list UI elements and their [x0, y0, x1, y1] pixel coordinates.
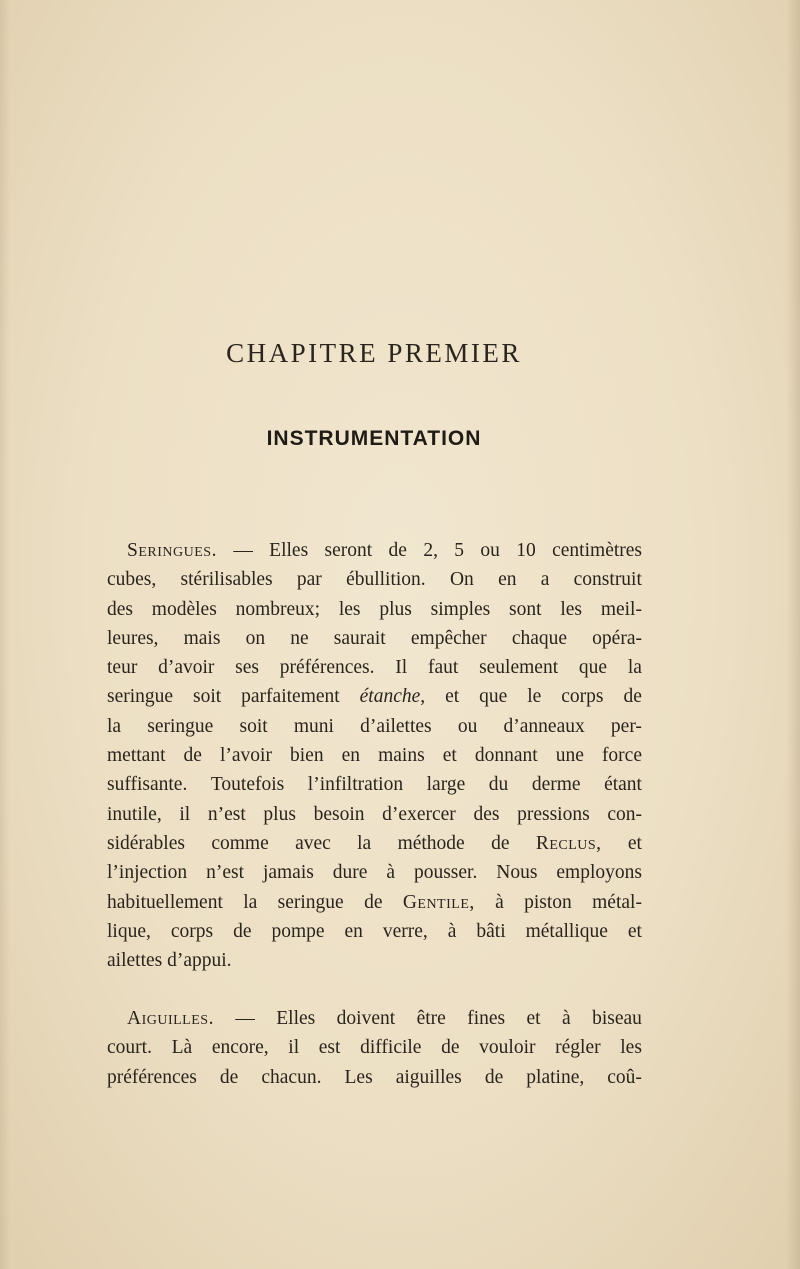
word: teur: [107, 657, 138, 679]
word: la: [357, 832, 372, 854]
word: habituellement: [107, 891, 223, 913]
paragraph-aiguilles: [107, 1004, 642, 1092]
word: ou: [480, 540, 500, 561]
word: aiguilles: [395, 1066, 462, 1088]
word: verre,: [382, 920, 428, 942]
word: faut: [427, 657, 459, 679]
word: saurait: [333, 627, 386, 649]
word: d’avoir: [158, 657, 215, 679]
word: de: [491, 832, 510, 854]
word: étanche,: [359, 686, 426, 708]
paragraph-line: [107, 770, 642, 799]
word: les: [620, 1037, 642, 1059]
word: et: [442, 745, 457, 767]
word: une: [555, 745, 584, 767]
word: simples: [430, 598, 491, 620]
word: centimètres: [552, 540, 642, 561]
paragraph-line: [107, 858, 642, 887]
word: d’appui.: [167, 950, 232, 972]
word: court.: [107, 1037, 152, 1059]
word: meil-: [600, 598, 642, 620]
word: cubes,: [107, 569, 157, 591]
word: ou: [457, 715, 478, 737]
word: bâti: [476, 920, 506, 942]
word: derme: [531, 774, 581, 796]
word: de: [623, 686, 642, 708]
word: coû-: [607, 1066, 642, 1088]
word: chaque: [511, 627, 568, 649]
word: en: [341, 745, 361, 767]
word: 5: [454, 540, 465, 561]
word: mains: [378, 745, 425, 767]
paragraph-line: [107, 1004, 642, 1033]
word: 2,: [423, 540, 438, 561]
word: ne: [290, 627, 309, 649]
word: mais: [183, 627, 221, 649]
word: régler: [555, 1037, 601, 1059]
word: dure: [332, 862, 368, 884]
word: en: [344, 920, 363, 942]
paragraph-line: [107, 595, 642, 624]
word: des: [473, 803, 500, 825]
word: à: [447, 920, 457, 942]
word: les: [338, 598, 361, 620]
word: préférences.: [279, 657, 375, 679]
paragraph-line: [107, 946, 642, 975]
paragraph-line: [107, 829, 642, 858]
paragraph-line: [107, 565, 642, 594]
paragraph-line: [107, 682, 642, 711]
word: seront: [324, 540, 373, 561]
word: l’avoir: [219, 745, 272, 767]
chapter-heading: CHAPITRE PREMIER: [226, 338, 522, 368]
word: Nous: [496, 862, 538, 884]
word: n’est: [207, 803, 246, 825]
paragraph-line: [107, 800, 642, 829]
word: pressions: [517, 803, 590, 825]
word: vouloir: [479, 1037, 536, 1059]
word: d’ailettes: [360, 715, 432, 737]
word: construit: [573, 569, 642, 591]
page-edge-right: [786, 0, 800, 1269]
word: être: [416, 1008, 446, 1029]
word: par: [296, 569, 322, 591]
word: encore,: [211, 1037, 269, 1059]
word: large: [426, 774, 466, 796]
word: pompe: [271, 920, 325, 942]
word: de: [183, 745, 202, 767]
word: et: [526, 1008, 541, 1029]
word: de: [441, 1037, 460, 1059]
word: l’infiltration: [307, 774, 404, 796]
word: plus: [379, 598, 412, 620]
word: nombreux;: [235, 598, 321, 620]
word: l’injection: [107, 862, 188, 884]
word: leures,: [107, 627, 159, 649]
word: On: [449, 569, 474, 591]
word: plus: [263, 803, 296, 825]
word: sidérables: [107, 832, 185, 854]
word: Elles: [276, 1008, 316, 1029]
paragraph-line: [107, 1063, 642, 1092]
word: inutile,: [107, 803, 162, 825]
word: soit: [193, 686, 222, 708]
word: n’est: [206, 862, 244, 884]
word: métallique: [525, 920, 608, 942]
word: a: [540, 569, 550, 591]
word: et: [627, 832, 642, 854]
word: seulement: [479, 657, 559, 679]
word: parfaitement: [241, 686, 340, 708]
word: et: [627, 920, 642, 942]
word: muni: [293, 715, 334, 737]
word: —: [233, 540, 253, 561]
word: empêcher: [410, 627, 487, 649]
word: suffisante.: [107, 774, 188, 796]
word: corps: [170, 920, 214, 942]
word: force: [601, 745, 642, 767]
word: fines: [467, 1008, 506, 1029]
word: d’anneaux: [503, 715, 585, 737]
word: seringue: [107, 686, 174, 708]
word: et: [445, 686, 460, 708]
word: étant: [604, 774, 642, 796]
paragraph-line: [107, 741, 642, 770]
word: le: [527, 686, 542, 708]
paragraph-line: [107, 712, 642, 741]
word: doivent: [336, 1008, 396, 1029]
word: est: [318, 1037, 341, 1059]
word: que: [578, 657, 608, 679]
word: à: [562, 1008, 571, 1029]
word: piston: [524, 891, 572, 913]
word: —: [235, 1008, 255, 1029]
word: de: [484, 1066, 504, 1088]
word: per-: [610, 715, 642, 737]
word: stérilisables: [180, 569, 273, 591]
word: soit: [239, 715, 268, 737]
word: mettant: [107, 745, 166, 767]
word: il: [179, 803, 191, 825]
word: bien: [290, 745, 324, 767]
word: on: [245, 627, 266, 649]
word: les: [560, 598, 583, 620]
word: métal-: [592, 891, 642, 913]
word: chacun.: [261, 1066, 322, 1088]
word: employons: [556, 862, 642, 884]
word: seringue: [277, 891, 344, 913]
word: jamais: [262, 862, 314, 884]
paragraph-line: [107, 653, 642, 682]
word: de: [233, 920, 252, 942]
paragraph-seringues: [107, 536, 642, 975]
word: Gentile,: [402, 891, 475, 913]
word: la: [107, 715, 122, 737]
word: de: [219, 1066, 239, 1088]
word: Là: [171, 1037, 193, 1059]
word: 10: [516, 540, 536, 561]
word: Seringues.: [127, 540, 217, 561]
word: Il: [395, 657, 408, 679]
word: seringue: [147, 715, 214, 737]
word: Elles: [269, 540, 309, 561]
word: platine,: [526, 1066, 585, 1088]
word: la: [243, 891, 258, 913]
word: préférences: [107, 1066, 197, 1088]
section-heading: INSTRUMENTATION: [266, 427, 482, 450]
page-edge-left: [0, 0, 10, 1269]
word: que: [479, 686, 508, 708]
word: ses: [235, 657, 260, 679]
word: Aiguilles.: [127, 1008, 214, 1029]
word: opéra-: [592, 627, 642, 649]
word: il: [288, 1037, 300, 1059]
word: sont: [509, 598, 542, 620]
word: comme: [211, 832, 269, 854]
paragraph-line: [107, 1033, 642, 1062]
word: ébullition.: [346, 569, 426, 591]
word: à: [495, 891, 504, 913]
word: ailettes: [107, 950, 163, 972]
word: d’exercer: [382, 803, 456, 825]
word: méthode: [397, 832, 465, 854]
paragraph-line: [107, 536, 642, 565]
word: à: [386, 862, 396, 884]
word: modèles: [151, 598, 217, 620]
word: avec: [295, 832, 331, 854]
word: difficile: [360, 1037, 422, 1059]
word: con-: [607, 803, 642, 825]
word: du: [488, 774, 509, 796]
word: donnant: [474, 745, 538, 767]
word: corps: [561, 686, 604, 708]
word: Reclus,: [535, 832, 602, 854]
paragraph-line: [107, 888, 642, 917]
word: en: [498, 569, 517, 591]
word: besoin: [313, 803, 365, 825]
word: la: [627, 657, 642, 679]
word: des: [107, 598, 133, 620]
paragraph-line: [107, 624, 642, 653]
word: Toutefois: [210, 774, 285, 796]
word: pousser.: [413, 862, 478, 884]
word: de: [364, 891, 383, 913]
word: lique,: [107, 920, 151, 942]
word: de: [388, 540, 407, 561]
word: Les: [344, 1066, 373, 1088]
word: biseau: [592, 1008, 642, 1029]
paragraph-line: [107, 917, 642, 946]
